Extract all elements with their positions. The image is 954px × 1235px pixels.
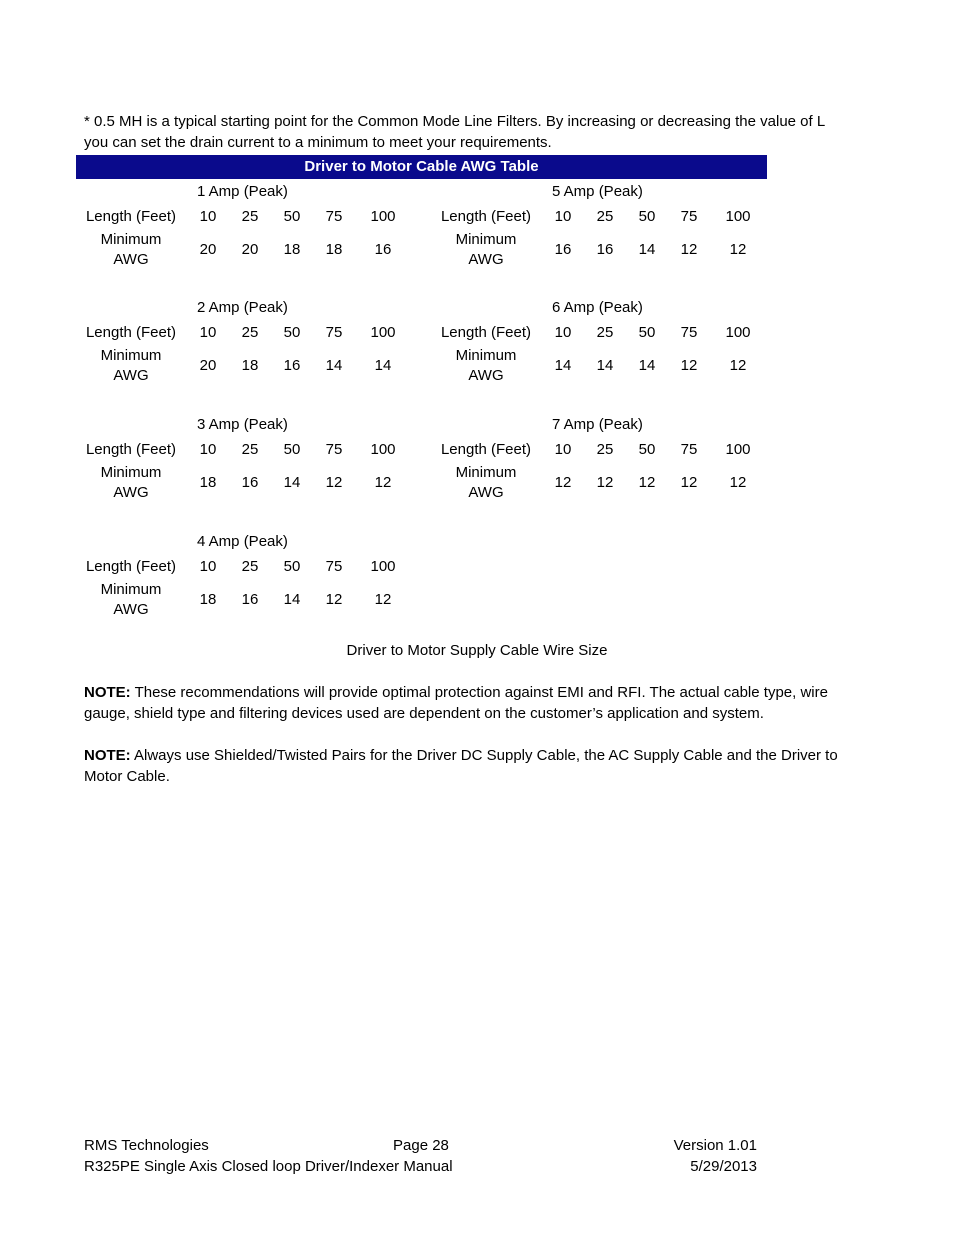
length-value: 10 — [199, 558, 217, 575]
awg-table-title: Driver to Motor Cable AWG Table — [76, 155, 767, 179]
note-1-line-2: gauge, shield type and filtering devices used are dependent on the customer’s application and system. — [84, 705, 764, 722]
intro-line-1: * 0.5 MH is a typical starting point for the Common Mode Line Filters. By increasing or decreasing the value of L — [84, 113, 826, 130]
footer-manual-title: R325PE Single Axis Closed loop Driver/Indexer Manual — [84, 1158, 453, 1175]
length-value: 50 — [638, 441, 656, 458]
awg-value: 16 — [241, 474, 259, 491]
length-value: 50 — [283, 208, 301, 225]
awg-value: 12 — [680, 474, 698, 491]
footer-page: Page 28 — [393, 1137, 449, 1154]
awg-label: AWG — [468, 251, 504, 268]
awg-label: AWG — [113, 484, 149, 501]
minimum-label: Minimum — [100, 231, 162, 248]
minimum-label: Minimum — [455, 464, 517, 481]
length-value: 75 — [680, 208, 698, 225]
awg-value: 20 — [199, 357, 217, 374]
awg-value: 14 — [638, 357, 656, 374]
length-value: 25 — [241, 208, 259, 225]
awg-value: 14 — [638, 241, 656, 258]
table-title: 1 Amp (Peak) — [197, 183, 288, 200]
length-label: Length (Feet) — [440, 324, 532, 341]
length-label: Length (Feet) — [85, 441, 177, 458]
awg-value: 16 — [241, 591, 259, 608]
awg-value: 18 — [199, 474, 217, 491]
length-value: 10 — [554, 208, 572, 225]
length-value: 75 — [680, 324, 698, 341]
awg-label: AWG — [113, 367, 149, 384]
awg-value: 16 — [283, 357, 301, 374]
awg-value: 14 — [283, 474, 301, 491]
awg-label: AWG — [468, 484, 504, 501]
awg-value: 16 — [596, 241, 614, 258]
minimum-label: Minimum — [455, 231, 517, 248]
footer-company: RMS Technologies — [84, 1137, 209, 1154]
intro-line-2: you can set the drain current to a minimum to meet your requirements. — [84, 134, 552, 151]
length-value: 10 — [554, 441, 572, 458]
awg-value: 14 — [554, 357, 572, 374]
length-value: 100 — [725, 324, 751, 341]
awg-value: 20 — [199, 241, 217, 258]
awg-value: 16 — [374, 241, 392, 258]
awg-value: 14 — [596, 357, 614, 374]
awg-value: 16 — [554, 241, 572, 258]
length-value: 100 — [370, 324, 396, 341]
length-value: 100 — [725, 208, 751, 225]
length-value: 25 — [241, 441, 259, 458]
note-1-text: These recommendations will provide optimal protection against EMI and RFI. The actual cable type, wire — [130, 684, 828, 701]
table-title: 2 Amp (Peak) — [197, 299, 288, 316]
length-value: 10 — [554, 324, 572, 341]
length-value: 25 — [596, 208, 614, 225]
awg-value: 18 — [199, 591, 217, 608]
minimum-label: Minimum — [100, 464, 162, 481]
length-value: 10 — [199, 441, 217, 458]
length-value: 75 — [325, 558, 343, 575]
awg-value: 18 — [325, 241, 343, 258]
length-value: 25 — [596, 324, 614, 341]
table-title: 5 Amp (Peak) — [552, 183, 643, 200]
awg-value: 12 — [729, 357, 747, 374]
length-value: 100 — [370, 558, 396, 575]
length-value: 25 — [596, 441, 614, 458]
length-value: 75 — [680, 441, 698, 458]
length-value: 50 — [283, 558, 301, 575]
note-2-line-2: Motor Cable. — [84, 768, 170, 785]
length-value: 75 — [325, 324, 343, 341]
length-value: 100 — [370, 441, 396, 458]
minimum-label: Minimum — [455, 347, 517, 364]
length-value: 100 — [725, 441, 751, 458]
awg-value: 18 — [241, 357, 259, 374]
awg-value: 12 — [325, 474, 343, 491]
length-value: 75 — [325, 441, 343, 458]
note-2-text: Always use Shielded/Twisted Pairs for the Driver DC Supply Cable, the AC Supply Cable and the Driver to — [130, 747, 838, 764]
length-value: 50 — [283, 441, 301, 458]
awg-value: 12 — [374, 474, 392, 491]
length-label: Length (Feet) — [85, 558, 177, 575]
length-label: Length (Feet) — [440, 208, 532, 225]
awg-label: AWG — [113, 251, 149, 268]
awg-label: AWG — [468, 367, 504, 384]
awg-value: 12 — [554, 474, 572, 491]
table-title: 6 Amp (Peak) — [552, 299, 643, 316]
awg-value: 12 — [680, 357, 698, 374]
length-label: Length (Feet) — [85, 208, 177, 225]
awg-value: 12 — [729, 241, 747, 258]
length-label: Length (Feet) — [440, 441, 532, 458]
note-1-line-1 — [84, 684, 828, 701]
length-value: 50 — [638, 208, 656, 225]
awg-value: 12 — [680, 241, 698, 258]
awg-value: 12 — [596, 474, 614, 491]
footer-version: Version 1.01 — [673, 1137, 757, 1154]
footer-date: 5/29/2013 — [690, 1158, 757, 1175]
note-2-line-1 — [84, 747, 838, 764]
awg-label: AWG — [113, 601, 149, 618]
awg-value: 12 — [325, 591, 343, 608]
length-value: 50 — [638, 324, 656, 341]
length-value: 50 — [283, 324, 301, 341]
awg-value: 12 — [638, 474, 656, 491]
awg-value: 14 — [374, 357, 392, 374]
awg-value: 14 — [283, 591, 301, 608]
length-value: 10 — [199, 208, 217, 225]
length-value: 25 — [241, 324, 259, 341]
minimum-label: Minimum — [100, 581, 162, 598]
length-label: Length (Feet) — [85, 324, 177, 341]
awg-value: 12 — [729, 474, 747, 491]
length-value: 25 — [241, 558, 259, 575]
table-title: 4 Amp (Peak) — [197, 533, 288, 550]
length-value: 10 — [199, 324, 217, 341]
awg-value: 14 — [325, 357, 343, 374]
table-title: 7 Amp (Peak) — [552, 416, 643, 433]
length-value: 100 — [370, 208, 396, 225]
table-title: 3 Amp (Peak) — [197, 416, 288, 433]
minimum-label: Minimum — [100, 347, 162, 364]
awg-value: 12 — [374, 591, 392, 608]
awg-value: 18 — [283, 241, 301, 258]
table-caption: Driver to Motor Supply Cable Wire Size — [346, 642, 608, 659]
awg-value: 20 — [241, 241, 259, 258]
note-2-label: NOTE: — [84, 747, 131, 764]
note-1-label: NOTE: — [84, 684, 131, 701]
length-value: 75 — [325, 208, 343, 225]
